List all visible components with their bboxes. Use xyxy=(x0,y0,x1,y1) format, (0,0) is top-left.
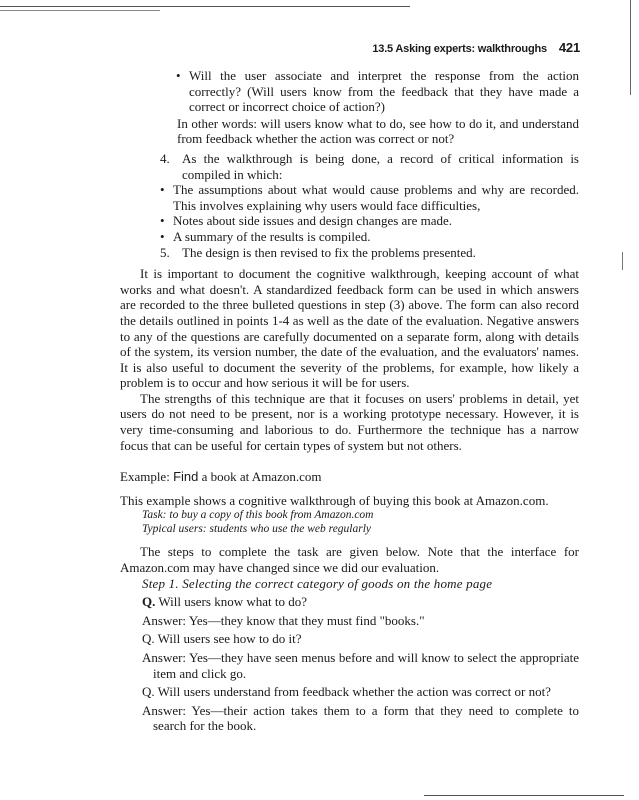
typical-users-line: Typical users: students who use the web regularly xyxy=(142,523,372,536)
list-item-4-text: As the walkthrough is being done, a record of critical information is compiled in which: xyxy=(182,150,579,182)
qa-question-2 xyxy=(142,631,579,647)
list-number-5: 5. xyxy=(160,244,170,260)
step-1-heading: Step 1. Selecting the correct category of goods on the home page xyxy=(142,575,493,591)
qa-q-label: Q. xyxy=(142,594,156,610)
qa-answer-label: Answer: xyxy=(142,612,187,628)
right-margin-mark xyxy=(622,252,623,270)
qa-answer-label: Answer: xyxy=(142,650,187,665)
in-other-words-paragraph: In other words: will users know what to do, see how to do it, and understand from feedback whether the action was correct or not? xyxy=(177,115,579,147)
example-find-word: Find xyxy=(173,469,199,485)
task-line: Task: to buy a copy of this book from Amazon.com xyxy=(142,509,374,522)
qa-q-label: Q. xyxy=(142,631,155,647)
right-margin-rule xyxy=(630,0,631,95)
qa-text: Will users know what to do? xyxy=(158,594,307,610)
qa-q-label: Q. xyxy=(142,684,155,700)
example-heading xyxy=(120,469,579,485)
paragraph-strengths: The strengths of this technique are that it focuses on users' problems in detail, yet users do not need to be present, nor is a working prototype necessary. However, it is very time-consuming and laborious to do. Furthermore the technique has a narrow focus that can be useful for certain types of system but not others. xyxy=(120,390,579,453)
sub-bullet-summary: • A summary of the results is compiled. xyxy=(160,229,579,245)
list-item-5 xyxy=(160,245,579,261)
qa-answer-2 xyxy=(142,650,579,681)
top-rule xyxy=(0,6,410,7)
qa-text: Yes—their action takes them to a form that they need to complete to search for the book. xyxy=(153,702,579,734)
paragraph-documentation: It is important to document the cognitive walkthrough, keeping account of what works and what doesn't. A standardized feedback form can be used in which answers are recorded to the three bulleted questions in step (3) above. The form can also record the details outlined in points 1-4 as well as the date of the evaluation. Negative answers to any of the questions are carefully documented on a separate form, along with details of the system, its version number, the date of the evaluation, and the evaluators' names. It is also useful to document the severity of the problems, for example, how likely a problem is to occur and how serious it will be for users. xyxy=(120,266,579,391)
top-rule-secondary xyxy=(0,10,160,11)
list-number-4: 4. xyxy=(160,150,170,166)
example-intro: This example shows a cognitive walkthrough of buying this book at Amazon.com. xyxy=(120,492,549,508)
running-head-title: 13.5 Asking experts: walkthroughs xyxy=(372,43,547,55)
running-header xyxy=(340,40,580,58)
qa-question-3 xyxy=(142,684,579,700)
qa-text: Will users understand from feedback whether the action was correct or not? xyxy=(157,684,551,700)
steps-intro-paragraph: The steps to complete the task are given below. Note that the interface for Amazon.com may have changed since we did our evaluation. xyxy=(120,544,579,576)
bottom-rule xyxy=(424,795,624,796)
list-item-4 xyxy=(160,151,579,245)
qa-answer-3 xyxy=(142,703,579,734)
qa-text: Yes—they have seen menus before and will know to select the appropriate item and click go. xyxy=(153,650,579,681)
qa-answer-1 xyxy=(142,613,579,629)
list-item-5-text: The design is then revised to fix the problems presented. xyxy=(182,244,476,260)
qa-text: Yes—they know that they must find "books." xyxy=(188,612,425,628)
sub-bullet-notes: • Notes about side issues and design changes are made. xyxy=(160,213,579,229)
sub-bullet-assumptions: • The assumptions about what would cause problems and why are recorded. This involves explaining why users would face difficulties, xyxy=(160,182,579,213)
page-body xyxy=(120,68,579,734)
bullet-question-feedback: • Will the user associate and interpret the response from the action correctly? (Will users know from the feedback that they have made a correct or incorrect choice of action?) xyxy=(176,68,579,115)
qa-question-1 xyxy=(142,594,579,610)
qa-list xyxy=(142,594,579,734)
page-number: 421 xyxy=(558,40,580,55)
qa-answer-label: Answer: xyxy=(142,702,187,718)
example-label: Example: xyxy=(120,469,170,485)
example-title-rest: a book at Amazon.com xyxy=(201,469,322,485)
qa-text: Will users see how to do it? xyxy=(157,631,302,647)
